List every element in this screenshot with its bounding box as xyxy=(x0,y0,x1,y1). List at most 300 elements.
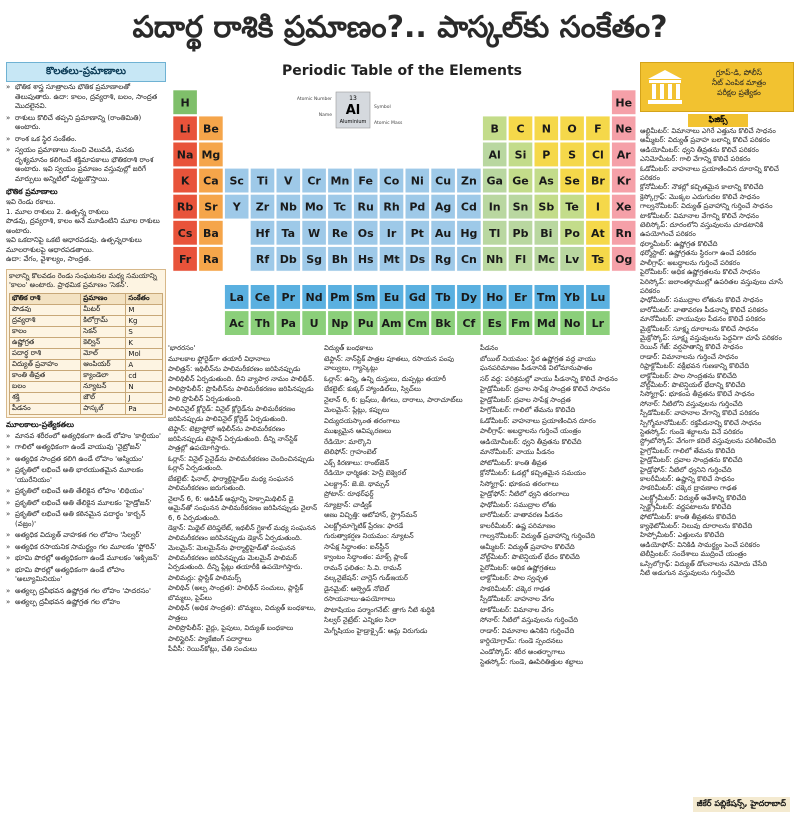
element-symbol: K xyxy=(180,174,190,188)
units-table-cell: Pa xyxy=(126,403,163,414)
element-symbol: Bh xyxy=(331,252,349,266)
element-cell-Cd xyxy=(457,194,481,219)
instrument-entry: హైడ్రోమీటర్: ద్రవాల సాంద్రతను కొలిచేది xyxy=(640,456,743,465)
units-table-cell: కెల్విన్ xyxy=(81,337,126,348)
units-table-cell: M xyxy=(126,304,163,315)
instrument-entry: క్రెస్కోగ్రాఫ్: మొక్కల ఎదుగుదల కొలిచే సాధనం xyxy=(640,192,760,201)
element-symbol: Dy xyxy=(460,290,478,304)
headline: పదార్థ రాశికి ప్రమాణం?.. పాస్కల్‌కు సంకేతం? xyxy=(132,10,668,45)
element-symbol: Ni xyxy=(410,174,424,188)
body-paragraph: ఎండోస్కోప్: శరీర అంతర్భాగాలు xyxy=(480,647,565,656)
units-table-cell: కిలోగ్రామ్ xyxy=(81,315,126,326)
instrument-entry: గాల్వనోమీటర్: విద్యుత్ ప్రవాహాన్ని గుర్తించే సాధనం xyxy=(640,202,773,211)
element-symbol: Co xyxy=(383,174,400,188)
body-paragraph: సాపేక్ష సిద్ధాంతం: ఐన్‌స్టీన్ xyxy=(324,542,390,551)
units-table-cell: కాలం xyxy=(10,326,81,337)
element-symbol: Er xyxy=(514,290,527,304)
body-paragraph: డెక్రాన్: మిథైల్ టెరిఫ్తలేట్, ఇథలీన్ గ్లైకాల్ మధ్య సంఘనన పాలిమరీకరణం జరిపినప్పుడు డెక్రాన్ ఏర్పడుతుంది. xyxy=(168,524,316,542)
element-symbol: Pd xyxy=(409,200,426,214)
element-symbol: Br xyxy=(590,174,605,188)
element-symbol: F xyxy=(594,122,602,136)
body-paragraph: మెలమైన్: మెలమైన్‌ను ఫార్మాల్డిహైడ్‌తో సంఘనన పాలిమరీకరణం జరిపినప్పుడు మెలమైన్ పాలిమర్ ఏర్పడుతుంది. దీన్ని ప్లేట్లు తయారీకి ఉపయోగిస్తారు. xyxy=(168,544,303,571)
body-paragraph: ఓడోమీటర్: వాహనాలు ప్రయాణించిన దూరం xyxy=(480,416,596,425)
element-cell-Si xyxy=(508,142,532,167)
element-symbol: Nd xyxy=(305,290,323,304)
units-table-cell: J xyxy=(126,392,163,403)
element-cell-Kr xyxy=(612,168,636,193)
instrument-entry: పైరోమీటర్: అధిక ఉష్ణోగ్రతలను కొలిచే సాధనం xyxy=(640,268,761,277)
element-cell-Cl xyxy=(586,142,610,167)
element-symbol: Og xyxy=(615,252,633,266)
element-symbol: Cm xyxy=(407,317,428,331)
basic-units-heading: భౌతిక ప్రమాణాలు xyxy=(6,187,58,196)
element-symbol: Lr xyxy=(591,317,605,331)
element-cell-La xyxy=(225,285,249,310)
units-table-row xyxy=(10,348,163,359)
element-symbol: Pb xyxy=(512,226,529,240)
element-cell-Ho xyxy=(483,285,507,310)
element-symbol: Na xyxy=(176,148,194,162)
body-column-2 xyxy=(324,344,474,814)
element-cell-Y xyxy=(225,194,249,219)
element-fact: » గాలిలో అత్యధికంగా ఉండే వాయువు 'నైట్రోజన్' xyxy=(6,442,166,454)
element-cell-C xyxy=(508,116,532,141)
body-paragraph: క్రోనోమీటర్: ఓడల్లో కచ్చితమైన సమయం xyxy=(480,469,586,477)
element-fact: » అత్యల్ప ద్రవీభవన ఉష్ణోగ్రత గల లోహం 'పాదరసం' xyxy=(6,586,166,598)
units-table xyxy=(9,293,163,415)
element-cell-Og xyxy=(612,247,636,272)
instrument-entry: పెరిస్కోప్: జలాంతర్గాముల్లో ఉపరితల వస్తువులు చూసే పరికరం xyxy=(640,277,783,295)
element-cell-Fl xyxy=(508,247,532,272)
element-symbol: I xyxy=(595,200,600,214)
instrument-entry: టెలిస్కోప్: దూరంలోని వస్తువులను చూడటానికి ఉపయోగించే పరికరం xyxy=(640,221,764,239)
body-paragraph: పాలిప్రొపిలీన్: ప్రొపిలీన్‌ను పాలిమరీకరణం జరిపినప్పుడు పాలి ప్రొపిలీన్ ఏర్పడుతుంది. xyxy=(168,385,314,403)
element-symbol: W xyxy=(308,226,321,240)
element-symbol: Db xyxy=(279,252,297,266)
units-table-cell: N xyxy=(126,381,163,392)
element-symbol: Ga xyxy=(486,174,503,188)
instrument-entry: ఎలక్ట్రోమీటర్: విద్యుత్ ఆవేశాన్ని కొలిచేది xyxy=(640,493,747,502)
basic-units-line: ఇవి రెండు రకాలు. xyxy=(6,198,56,206)
body-paragraph: అమ్మీటర్: విద్యుత్ ప్రవాహం కొలిచేది xyxy=(480,542,575,551)
periodic-table-title: Periodic Table of the Elements xyxy=(282,63,522,79)
instrument-entry: లాక్టోమీటర్: పాల సాంద్రతను కొలిచేది xyxy=(640,371,737,380)
element-cell-Be xyxy=(199,116,223,141)
legend-sample-tile xyxy=(297,92,403,128)
body-paragraph: 'భారరసం' xyxy=(168,344,196,352)
instrument-entry: స్పెక్ట్రోమీటర్: వర్ణపటాలను కొలిచేది xyxy=(640,503,732,512)
units-table-cell: క్యాండెలా xyxy=(81,370,126,381)
element-symbol: Al xyxy=(488,148,501,162)
element-symbol: Sr xyxy=(204,200,218,214)
right-instrument-list xyxy=(640,127,794,579)
element-symbol: Sg xyxy=(306,252,322,266)
units-table-header-cell: ప్రమాణం xyxy=(81,293,126,304)
instrument-entry: స్పీడోమీటర్: వాహనాల వేగాన్ని కొలిచే పరికరం xyxy=(640,409,760,418)
element-cell-Ga xyxy=(483,168,507,193)
instrument-entry: హైగ్రోమీటర్: గాలిలో తేమను కొలిచేది xyxy=(640,446,736,455)
instrument-entry: నీటి అడుగున వస్తువులను గుర్తించేది xyxy=(640,569,735,578)
units-table-header-cell: సంకేతం xyxy=(126,293,163,304)
element-cell-Te xyxy=(560,194,584,219)
elements-facts-list xyxy=(6,431,166,609)
element-cell-Nh xyxy=(483,247,507,272)
instrument-entry: స్ట్రోబోస్కోప్: వేగంగా కదిలే వస్తువులను పరిశీలించేది xyxy=(640,437,777,446)
element-cell-Tb xyxy=(431,285,455,310)
element-symbol: Kr xyxy=(616,174,631,188)
element-symbol: V xyxy=(284,174,293,188)
element-symbol: Fr xyxy=(178,252,192,266)
element-cell-Sr xyxy=(199,194,223,219)
periodic-table xyxy=(168,82,636,340)
element-cell-K xyxy=(173,168,197,193)
units-table-body xyxy=(10,304,163,414)
banner-line-3: పరీక్షల ప్రత్యేకం xyxy=(717,88,761,97)
element-symbol: In xyxy=(488,200,501,214)
element-fact: » ప్రకృతిలో లభించే అతి తేలికైన మూలకం 'హైడ్రోజన్' xyxy=(6,498,166,510)
element-symbol: Te xyxy=(565,200,579,214)
units-table-cell: కాంతి తీవ్రత xyxy=(10,370,81,381)
instrument-entry: మానోమీటర్: వాయువుల పీడనం కొలిచే పరికరం xyxy=(640,315,766,324)
element-symbol: Si xyxy=(514,148,527,162)
body-paragraph: టెలిఫోన్: గ్రాహంబెల్ xyxy=(324,448,377,456)
element-cell-Ds xyxy=(405,247,429,272)
body-paragraph: బేకలైట్: ఫినాల్, ఫార్మాల్డిహైడ్‌ల మధ్య సంఘనన పాలిమరీకరణం జరుగుతుంది. xyxy=(168,474,294,492)
units-table-cell: విద్యుత్ ప్రవాహం xyxy=(10,359,81,370)
element-symbol: Sb xyxy=(538,200,555,214)
element-symbol: Xe xyxy=(615,200,632,214)
element-cell-Mn xyxy=(328,168,352,193)
body-paragraph: నైలాన్ 6, 6: బ్రష్‌లు, తీగలు, దారాలు, పారాచూట్‌లు xyxy=(324,395,463,404)
element-cell-Ni xyxy=(405,168,429,193)
element-symbol: Md xyxy=(536,317,556,331)
body-paragraph: నైలాన్ 6, 6: అడిపిక్ ఆమ్లాన్ని హెక్సామిథిలిన్ డై అమైన్‌తో సంఘనన పాలిమరీకరణం జరిపినప్పుడు నైలాన్ 6, 6 ఏర్పడుతుంది. xyxy=(168,494,318,522)
element-cell-Mc xyxy=(534,247,558,272)
instrument-entry: ఫాథోమీటర్: సముద్రాల లోతును కొలిచే సాధనం xyxy=(640,296,763,305)
body-paragraph: ప్రోటాన్: రూథర్‌ఫర్డ్ xyxy=(324,490,374,498)
element-cell-Sc xyxy=(225,168,249,193)
units-table-cell: పాస్కల్ xyxy=(81,403,126,414)
body-paragraph: మెగ్నీషియం హైడ్రాక్సైడ్: ఆమ్ల విరుగుడు xyxy=(324,626,428,635)
element-symbol: Y xyxy=(232,200,241,214)
element-cell-Cu xyxy=(431,168,455,193)
body-paragraph: పాలివినైల్ క్లోరైడ్: వినైల్ క్లోరైడ్‌ను పాలిమరీకరణం జరిపినప్పుడు పాలివినైల్ క్లోరైడ్ ఏర్పడుతుంది. xyxy=(168,405,296,423)
element-symbol: Ca xyxy=(203,174,219,188)
element-symbol: Cf xyxy=(462,317,476,331)
units-table-row xyxy=(10,315,163,326)
element-symbol: Ag xyxy=(434,200,452,214)
instrument-entry: రాడార్: విమానాలను గుర్తించే సాధనం xyxy=(640,352,739,361)
element-cell-Tc xyxy=(328,194,352,219)
element-symbol: Rh xyxy=(383,200,400,214)
body-paragraph: సిస్మోగ్రాఫ్: భూకంప తరంగాలు xyxy=(480,479,559,488)
units-table-row xyxy=(10,337,163,348)
instrument-entry: ఎనిమోమీటర్: గాలి వేగాన్ని కొలిచే పరికరం xyxy=(640,155,751,164)
element-cell-Am xyxy=(379,311,403,336)
element-symbol: Be xyxy=(202,122,219,136)
units-table-cell: జౌల్ xyxy=(81,392,126,403)
instrument-entry: సోనార్: నీటిలోని వస్తువులను గుర్తించేది xyxy=(640,399,743,408)
element-symbol: Eu xyxy=(383,290,400,304)
element-cell-W xyxy=(302,221,326,246)
instrument-entry: ఆడియోమీటర్: ధ్వని తీవ్రతను కొలిచే పరికరం xyxy=(640,145,759,154)
element-fact: » ప్రకృతిలో లభించే అతి భారయుతమైన మూలకం 'యురేనియం' xyxy=(6,465,166,486)
instrument-entry: బారోమీటర్: వాతావరణ పీడనాన్ని కొలిచే పరికరం xyxy=(640,305,768,314)
element-symbol: Fe xyxy=(358,174,373,188)
element-cell-Rf xyxy=(250,247,274,272)
body-paragraph: సర్ వద్ద: పరిశ్రమల్లో వాయు పీడనాన్ని కొలిచే సాధనం xyxy=(480,374,618,383)
units-table-cell: మీటర్ xyxy=(81,304,126,315)
element-symbol: Hs xyxy=(357,252,374,266)
instrument-entry: మైక్రోమీటర్: సూక్ష్మ దూరాలను కొలిచే సాధనం xyxy=(640,324,759,333)
element-cell-Hg xyxy=(457,221,481,246)
element-symbol: U xyxy=(309,317,319,331)
element-symbol: Rf xyxy=(255,252,270,266)
element-symbol: Fm xyxy=(511,317,530,331)
element-cell-Eu xyxy=(379,285,403,310)
element-symbol: Yb xyxy=(564,290,581,304)
element-symbol: C xyxy=(516,122,525,136)
units-table-cell: మోల్ xyxy=(81,348,126,359)
element-symbol: Tb xyxy=(435,290,451,304)
element-symbol: O xyxy=(567,122,577,136)
element-symbol: Ta xyxy=(281,226,296,240)
element-cell-Rg xyxy=(431,247,455,272)
body-column-1 xyxy=(168,344,318,814)
instrument-entry: కాలరీమీటర్: ఉష్ణాన్ని కొలిచే సాధనం xyxy=(640,475,735,484)
physics-tab: ఫిజిక్స్ xyxy=(688,114,748,127)
instrument-entry: ఓడోమీటర్: వాహనాలు ప్రయాణించిన దూరాన్ని కొలిచే పరికరం xyxy=(640,164,779,183)
element-symbol: Am xyxy=(381,317,402,331)
element-symbol: Mo xyxy=(304,200,324,214)
units-table-cell: ద్రవ్యరాశి xyxy=(10,315,81,326)
body-paragraph: టెఫ్లాన్: నాన్‌స్టిక్ పాత్రల పూతలు, రసాయన పంపు వాల్వులు, గ్యాస్కెట్లు xyxy=(324,354,455,372)
element-cell-Dy xyxy=(457,285,481,310)
element-symbol: Rn xyxy=(615,226,632,240)
element-symbol: S xyxy=(568,148,577,162)
element-cell-Se xyxy=(560,168,584,193)
body-paragraph: రేడియో: మార్కొని xyxy=(324,437,372,446)
element-fact: » అత్యధిక సాంద్రత కలిగి ఉండే లోహం 'ఆస్మియం' xyxy=(6,454,166,466)
element-symbol: Lv xyxy=(565,252,580,266)
legend-label: Symbol xyxy=(374,105,391,110)
body-paragraph: అణు విచ్ఛిత్తి: ఆటోహాన్, స్ట్రాస్‌మన్ xyxy=(324,511,418,519)
units-table-cell: సెకన్ xyxy=(81,326,126,337)
body-paragraph: గాల్వనోమీటర్: విద్యుత్ ప్రవాహాన్ని గుర్తించేది xyxy=(480,532,596,540)
element-symbol: Ti xyxy=(256,174,269,188)
element-symbol: Gd xyxy=(408,290,426,304)
instrument-entry: థర్మోస్టాట్: ఉష్ణోగ్రతను స్థిరంగా ఉంచే పరికరం xyxy=(640,249,757,258)
element-symbol: Mn xyxy=(330,174,350,188)
element-symbol: Ho xyxy=(486,290,504,304)
element-cell-Ge xyxy=(508,168,532,193)
units-table-header xyxy=(10,293,163,304)
element-symbol: Pt xyxy=(410,226,424,240)
element-cell-Ag xyxy=(431,194,455,219)
element-cell-Ba xyxy=(199,221,223,246)
element-symbol: Cu xyxy=(435,174,452,188)
body-paragraph: రాడార్: విమానాల ఉనికిని గుర్తించేది xyxy=(480,626,575,635)
element-cell-Es xyxy=(483,311,507,336)
units-table-cell: Kg xyxy=(126,315,163,326)
basic-units-line: ఉదా: వేగం, వైశాల్యం, సాంద్రత. xyxy=(6,255,91,263)
element-symbol: N xyxy=(541,122,551,136)
units-table-cell: A xyxy=(126,359,163,370)
banner-text xyxy=(689,68,789,98)
instrument-entry: రెయిన్ గేజ్: వర్షపాతాన్ని కొలిచే సాధనం xyxy=(640,343,743,352)
element-cell-Ti xyxy=(250,168,274,193)
element-cell-Sg xyxy=(302,247,326,272)
element-symbol: Mg xyxy=(201,148,221,162)
instrument-entry: మైక్రోస్కోప్: సూక్ష్మ వస్తువులను పెద్దవిగా చూపే పరికరం xyxy=(640,333,782,342)
element-cell-Ca xyxy=(199,168,223,193)
body-paragraph: పొటాషియం పర్మాంగనేట్: త్రాగు నీటి శుద్ధికి xyxy=(324,605,435,614)
element-symbol: At xyxy=(591,226,605,240)
body-paragraph: పాలిమర్లు: ప్లాస్టిక్ పాలిమర్స్ xyxy=(168,573,242,582)
element-symbol: Tl xyxy=(489,226,501,240)
element-symbol: Ru xyxy=(357,200,374,214)
element-cell-At xyxy=(586,221,610,246)
instrument-entry: సిస్మోగ్రాఫ్: భూకంప తీవ్రతను కొలిచే సాధనం xyxy=(640,390,755,399)
element-cell-Bi xyxy=(534,221,558,246)
element-symbol: Cl xyxy=(591,148,604,162)
body-paragraph: పాలిస్టైరిన్: ప్యాకేజింగ్ పదార్థాలు xyxy=(168,634,252,643)
element-symbol: Ne xyxy=(615,122,633,136)
element-cell-Pm xyxy=(328,285,352,310)
element-cell-Rn xyxy=(612,221,636,246)
element-cell-Li xyxy=(173,116,197,141)
element-symbol: Ra xyxy=(202,252,219,266)
element-symbol: Tc xyxy=(333,200,347,214)
units-table-row xyxy=(10,381,163,392)
element-symbol: Ts xyxy=(591,252,605,266)
body-paragraph: ఓర్లాన్: ఉన్ని, ఉన్ని దుస్తులు, దుప్పట్లు తయారీ xyxy=(324,374,447,383)
body-paragraph: ఎక్స్ కిరణాలు: రాంట్‌జెన్ xyxy=(324,458,390,467)
units-table-cell: పొడవు xyxy=(10,304,81,315)
element-cell-Xe xyxy=(612,194,636,219)
element-symbol: Sc xyxy=(229,174,244,188)
element-symbol: Bi xyxy=(540,226,553,240)
element-cell-He xyxy=(612,90,636,115)
units-table-cell: శక్తి xyxy=(10,392,81,403)
left-bullet: » భౌతిక శాస్త్ర సూత్రాలను భౌతిక ప్రమాణాలతో తెలుపుతారు. ఉదా: కాలం, ద్రవ్యరాశి, బలం, సాంద్రత మొదలైనవి. xyxy=(6,82,166,113)
body-paragraph: వోల్ట్‌మీటర్: పొటెన్షియల్ భేదం కొలిచేది xyxy=(480,553,580,561)
element-symbol: Ce xyxy=(254,290,271,304)
element-cell-Mg xyxy=(199,142,223,167)
element-cell-I xyxy=(586,194,610,219)
element-cell-Ra xyxy=(199,247,223,272)
instrument-entry: టాకోమీటర్: విమానాల వేగాన్ని కొలిచే సాధనం xyxy=(640,211,759,220)
element-cell-F xyxy=(586,116,610,141)
element-fact: » మానవ శరీరంలో అత్యధికంగా ఉండే లోహం 'కాల్షియం' xyxy=(6,431,166,443)
units-table-cell: పీడనం xyxy=(10,403,81,414)
body-paragraph: బేకలైట్: కుక్కర్ హ్యాండిల్‌లు, స్విచ్‌లు xyxy=(324,385,422,393)
body-paragraph: పాలిత్రన్: ఇథిలీన్‌ను పాలిమరీకరణం జరిపినప్పుడు పాలిథిలీన్ ఏర్పడుతుంది. దీని వ్యాపార నామం పాలిథీన్. xyxy=(168,365,315,383)
left-bullet: » రాంశ ఒక స్థిర సంకేతం. xyxy=(6,134,166,146)
body-paragraph: పాలిప్రొపిలీన్: వైర్లు, పైపులు, విద్యుత్ బంధకాలు xyxy=(168,624,294,632)
element-cell-Ru xyxy=(354,194,378,219)
units-table-cell: cd xyxy=(126,370,163,381)
element-fact: » అత్యల్ప ద్రవీభవన ఉష్ణోగ్రత గల లోహం xyxy=(6,597,166,609)
units-table-cell: బలం xyxy=(10,381,81,392)
element-symbol: Mc xyxy=(537,252,556,266)
element-symbol: Zn xyxy=(460,174,477,188)
element-cell-Fm xyxy=(508,311,532,336)
element-cell-Fe xyxy=(354,168,378,193)
element-cell-Ce xyxy=(250,285,274,310)
element-cell-Zr xyxy=(250,194,274,219)
element-symbol: Pu xyxy=(357,317,374,331)
units-table-cell: ఉష్ణోగ్రత xyxy=(10,337,81,348)
element-cell-Tl xyxy=(483,221,507,246)
element-cell-Sb xyxy=(534,194,558,219)
element-cell-Ar xyxy=(612,142,636,167)
instrument-entry: ఫోటోమీటర్: కాంతి తీవ్రతను కొలిచేది xyxy=(640,512,737,521)
element-symbol: Ir xyxy=(386,226,397,240)
element-symbol: Se xyxy=(564,174,580,188)
body-paragraph: డైనమైట్: ఆల్ఫ్రెడ్ నోబెల్ xyxy=(324,584,390,593)
element-cell-Lr xyxy=(586,311,610,336)
element-cell-Pu xyxy=(354,311,378,336)
right-sidebar xyxy=(640,62,794,814)
element-cell-Cs xyxy=(173,221,197,246)
element-cell-Np xyxy=(328,311,352,336)
element-cell-Al xyxy=(483,142,507,167)
body-paragraph: హైడ్రోమీటర్: ద్రవాల సాపేక్ష సాంద్రత కొలిచే సాధనం xyxy=(480,385,611,393)
instrument-entry: స్టెతస్కోప్: గుండె శబ్దాలను వినే పరికరం xyxy=(640,428,744,436)
body-paragraph: టెఫ్లాన్: టెట్రాఫ్లోరో ఇథిలీన్‌ను పాలిమరీకరణం జరిపినప్పుడు టెఫ్లాన్ ఏర్పడుతుంది. దీన్ని నాన్‌స్టిక్ పాత్రల్లో ఉపయోగిస్తారు. xyxy=(168,425,298,452)
legend-atomic-number: 13 xyxy=(349,95,357,102)
instrument-entry: ఆల్టిమీటర్: విమానాలు ఎగిరే ఎత్తును కొలిచే సాధనం xyxy=(640,127,776,135)
legend-label: Atomic Number xyxy=(296,97,332,102)
element-cell-Md xyxy=(534,311,558,336)
element-cell-Nd xyxy=(302,285,326,310)
element-symbol: Ba xyxy=(202,226,219,240)
units-table-cell: ఆంపియర్ xyxy=(81,359,126,370)
body-paragraph: స్పీడోమీటర్: వాహనాల వేగం xyxy=(480,595,555,603)
body-column-3 xyxy=(480,344,636,814)
body-paragraph: ఓర్లాన్: వినైల్ సైనైడ్‌ను పాలిమరీకరణం చెందించినప్పుడు ఓర్లాన్ ఏర్పడుతుంది. xyxy=(168,454,315,472)
body-paragraph: పీడనం xyxy=(480,344,499,352)
element-symbol: La xyxy=(229,290,244,304)
element-cell-Hs xyxy=(354,247,378,272)
element-cell-Co xyxy=(379,168,403,193)
body-paragraph: పైరోమీటర్: అధిక ఉష్ణోగ్రతలు xyxy=(480,563,556,572)
element-symbol: Ge xyxy=(512,174,529,188)
element-cell-Bk xyxy=(431,311,455,336)
element-fact: » ప్రకృతిలో లభించే అతి తేలికైన లోహం 'లిథియం' xyxy=(6,486,166,498)
element-fact: » అత్యధిక విద్యుత్ వాహకత గల లోహం 'సిల్వర్' xyxy=(6,530,166,542)
body-paragraph: కాలరీమీటర్: ఉష్ణ పరిమాణం xyxy=(480,521,556,530)
units-table-cell: S xyxy=(126,326,163,337)
left-bullet: » స్వయం ప్రమాణాలు నుంచి వెలువడి, మనకు దృశ్యమానం కలిగించే శక్తిమాపకాలు భౌతికరాశి రాంశ అంటారు. ఇవి స్వయం ప్రమాణం వస్తువుల్లో జరిగే మార్పులు అన్నిటిలో పుట్టుకొస్తాయి. xyxy=(6,145,166,185)
legend-name: Aluminium xyxy=(339,119,367,125)
instrument-entry: పాలీగ్రాఫ్: అబద్ధాలను గుర్తించే పరికరం xyxy=(640,258,741,267)
body-paragraph: టాకోమీటర్: విమానాల వేగం xyxy=(480,605,554,614)
element-cell-Yb xyxy=(560,285,584,310)
units-table-row xyxy=(10,370,163,381)
body-paragraph: రామన్ ఫలితం: సి.వి. రామన్ xyxy=(324,563,402,572)
element-cell-Hf xyxy=(250,221,274,246)
element-symbol: Lu xyxy=(590,290,606,304)
element-fact: » ప్రకృతిలో లభించే అతి కఠినమైన పదార్థం 'కార్బన్ (వజ్రం)' xyxy=(6,509,166,530)
exam-banner xyxy=(640,62,794,112)
element-symbol: No xyxy=(563,317,581,331)
body-paragraph: హిగ్రోమీటర్: గాలిలో తేమను కొలిచేది xyxy=(480,406,576,414)
body-paragraph: పాలిథిన్ (అల్ప సాంద్రత): పాలిథీన్ సంచులు, ప్లాస్టిక్ బొమ్మలు, పైప్‌లు xyxy=(168,584,304,602)
body-paragraph: మూలకాల ఫ్లోరైడ్‌గా తయారీ విధానాలు xyxy=(168,354,271,363)
body-paragraph: న్యూట్రాన్: చాడ్విక్ xyxy=(324,500,372,509)
